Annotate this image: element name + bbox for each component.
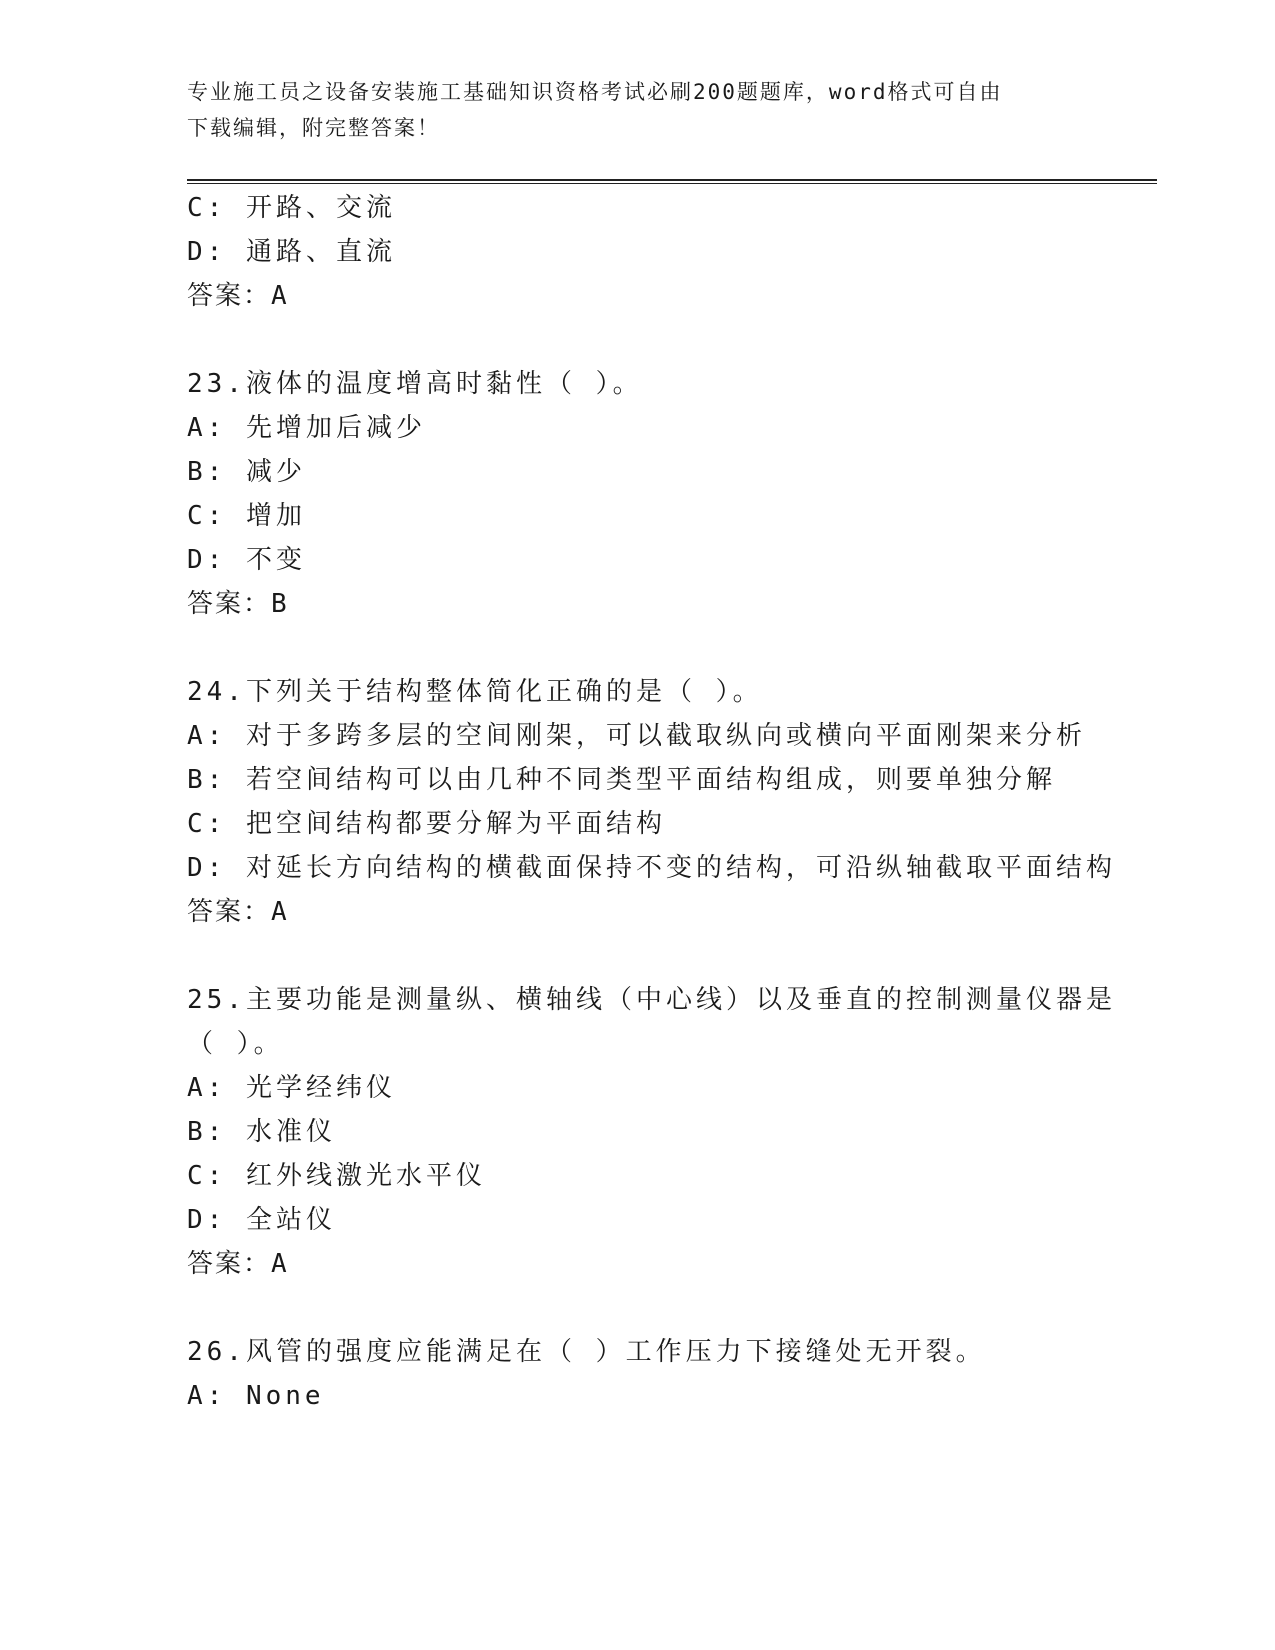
- q25-stem-line-2: （ ）。: [187, 1029, 284, 1059]
- header-divider-thin: [187, 183, 1157, 184]
- q22-option-c: C: 开路、交流: [187, 193, 396, 223]
- q23-option-b: B: 减少: [187, 457, 306, 487]
- q24-answer: 答案：A: [187, 897, 289, 927]
- q24-option-c: C: 把空间结构都要分解为平面结构: [187, 809, 666, 839]
- q24-stem: 24.下列关于结构整体简化正确的是（ ）。: [187, 677, 763, 707]
- header-title-line-2: 下载编辑，附完整答案！: [187, 116, 440, 140]
- q25-answer: 答案：A: [187, 1249, 289, 1279]
- q24-option-a: A: 对于多跨多层的空间刚架，可以截取纵向或横向平面刚架来分析: [187, 721, 1086, 751]
- q23-option-a: A: 先增加后减少: [187, 413, 426, 443]
- q23-stem: 23.液体的温度增高时黏性（ ）。: [187, 369, 643, 399]
- q24-option-b: B: 若空间结构可以由几种不同类型平面结构组成，则要单独分解: [187, 765, 1056, 795]
- q23-answer: 答案：B: [187, 589, 289, 619]
- q22-answer: 答案：A: [187, 281, 289, 311]
- document-header: [187, 74, 1077, 146]
- q25-option-a: A: 光学经纬仪: [187, 1073, 396, 1103]
- q24-option-d: D: 对延长方向结构的横截面保持不变的结构，可沿纵轴截取平面结构: [187, 853, 1116, 883]
- q25-option-c: C: 红外线激光水平仪: [187, 1161, 486, 1191]
- header-title-line-1: 专业施工员之设备安装施工基础知识资格考试必刷200题题库，word格式可自由: [187, 80, 1003, 104]
- q25-option-d: D: 全站仪: [187, 1205, 336, 1235]
- q23-option-d: D: 不变: [187, 545, 306, 575]
- q26-option-a: A: None: [187, 1381, 325, 1411]
- q23-option-c: C: 增加: [187, 501, 306, 531]
- q25-option-b: B: 水准仪: [187, 1117, 336, 1147]
- q22-option-d: D: 通路、直流: [187, 237, 396, 267]
- q26-stem: 26.风管的强度应能满足在（ ）工作压力下接缝处无开裂。: [187, 1337, 986, 1367]
- header-divider: [187, 179, 1157, 181]
- q25-stem-line-1: 25.主要功能是测量纵、横轴线（中心线）以及垂直的控制测量仪器是: [187, 985, 1116, 1015]
